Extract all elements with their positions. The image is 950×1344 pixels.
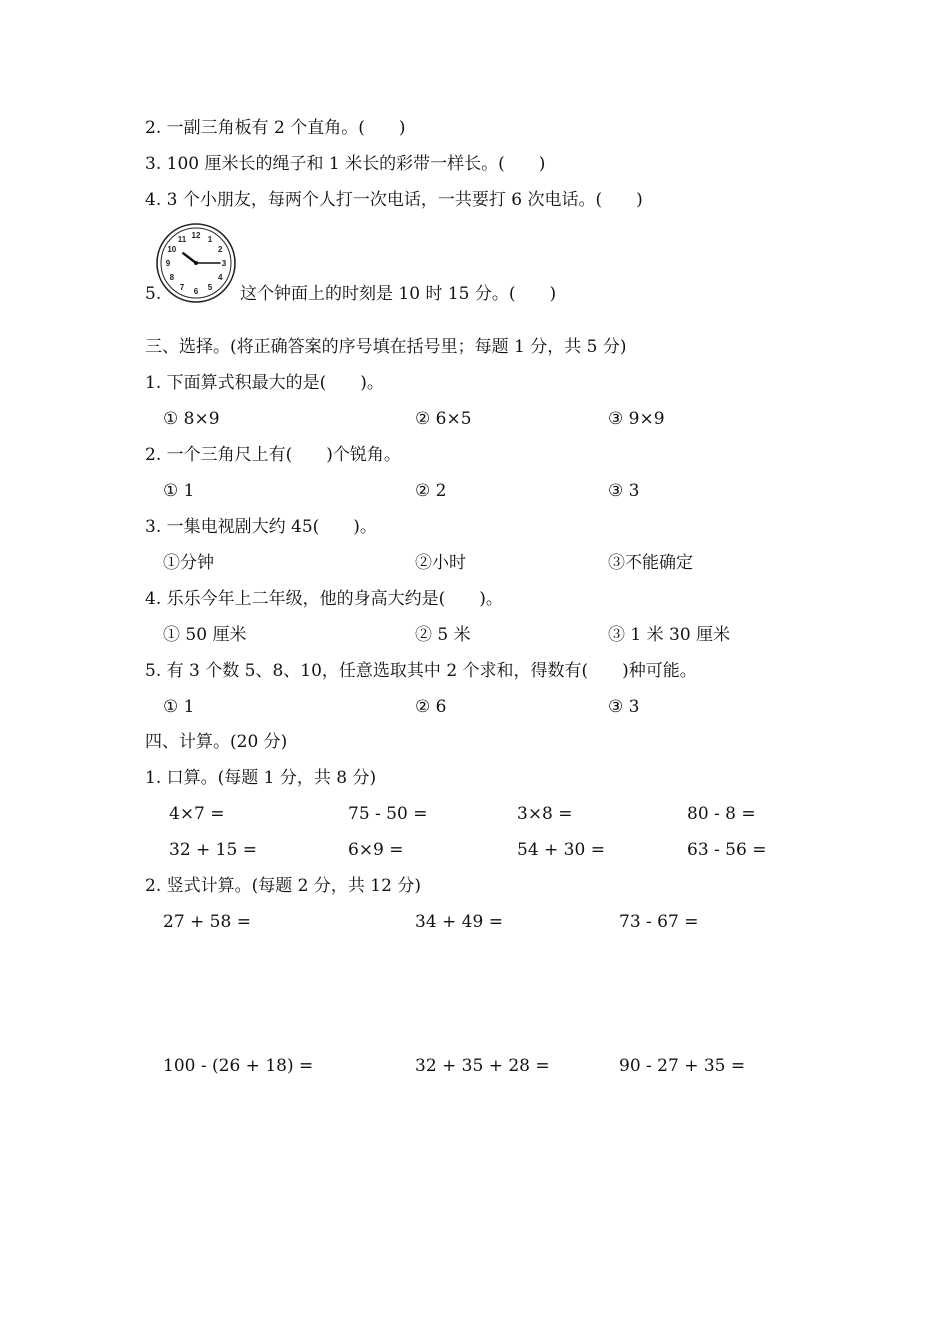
choice-q1: 1. 下面算式积最大的是( )。 [145,373,384,393]
choice-q2-option-3: ③ 3 [608,481,640,501]
choice-q3-option-1: ①分钟 [163,553,214,573]
choice-q4-option-3: ③ 1 米 30 厘米 [608,625,731,645]
oral-item: 80 - 8 = [687,804,756,824]
clock-number: 4 [217,273,223,282]
vertical-item: 100 - (26 + 18) = [163,1056,314,1076]
vertical-calc-heading: 2. 竖式计算。(每题 2 分，共 12 分) [145,876,421,896]
choice-q5-option-3: ③ 3 [608,697,640,717]
clock-face-image [155,222,237,304]
choice-q3-option-3: ③不能确定 [608,553,693,573]
clock-number: 12 [191,231,201,240]
clock-number: 5 [207,283,213,293]
vertical-item: 34 + 49 = [415,912,503,932]
choice-q1-option-2: ② 6×5 [415,409,472,429]
choice-q4-option-2: ② 5 米 [415,625,471,645]
oral-item: 4×7 = [169,804,225,824]
clock-number: 3 [221,259,227,268]
oral-item: 63 - 56 = [687,840,767,860]
clock-number: 6 [193,287,199,296]
calc-heading: 四、计算。(20 分) [145,732,288,752]
choice-q3: 3. 一集电视剧大约 45( )。 [145,517,377,537]
judgement-q2: 2. 一副三角板有 2 个直角。( ) [145,118,406,138]
vertical-item: 32 + 35 + 28 = [415,1056,550,1076]
clock-number: 11 [177,234,187,244]
clock-number: 2 [217,245,223,254]
oral-item: 3×8 = [517,804,573,824]
choice-q5-option-1: ① 1 [163,697,195,717]
judgement-q4: 4. 3 个小朋友，每两个人打一次电话，一共要打 6 次电话。( ) [145,190,643,210]
clock-number: 10 [167,245,177,254]
oral-calc-heading: 1. 口算。(每题 1 分，共 8 分) [145,768,377,788]
choice-q1-option-1: ① 8×9 [163,409,220,429]
vertical-item: 27 + 58 = [163,912,251,932]
oral-item: 75 - 50 = [348,804,428,824]
clock-number: 8 [169,273,175,282]
judgement-q5: 这个钟面上的时刻是 10 时 15 分。( ) [240,284,557,304]
clock-number: 7 [179,283,185,293]
judgement-q5-number: 5. [145,284,162,304]
clock-number: 9 [165,259,171,268]
choice-q5: 5. 有 3 个数 5、8、10，任意选取其中 2 个求和，得数有( )种可能。 [145,661,697,681]
clock-number: 1 [207,234,213,244]
judgement-q3: 3. 100 厘米长的绳子和 1 米长的彩带一样长。( ) [145,154,546,174]
oral-item: 32 + 15 = [169,840,257,860]
oral-item: 54 + 30 = [517,840,605,860]
vertical-item: 73 - 67 = [619,912,699,932]
choice-q5-option-2: ② 6 [415,697,447,717]
choice-q3-option-2: ②小时 [415,553,466,573]
choice-q4: 4. 乐乐今年上二年级，他的身高大约是( )。 [145,589,503,609]
vertical-item: 90 - 27 + 35 = [619,1056,746,1076]
oral-item: 6×9 = [348,840,404,860]
choice-q2: 2. 一个三角尺上有( )个锐角。 [145,445,401,465]
choice-q1-option-3: ③ 9×9 [608,409,665,429]
choice-q2-option-2: ② 2 [415,481,447,501]
choice-heading: 三、选择。(将正确答案的序号填在括号里；每题 1 分，共 5 分) [145,337,627,357]
choice-q2-option-1: ① 1 [163,481,195,501]
choice-q4-option-1: ① 50 厘米 [163,625,247,645]
